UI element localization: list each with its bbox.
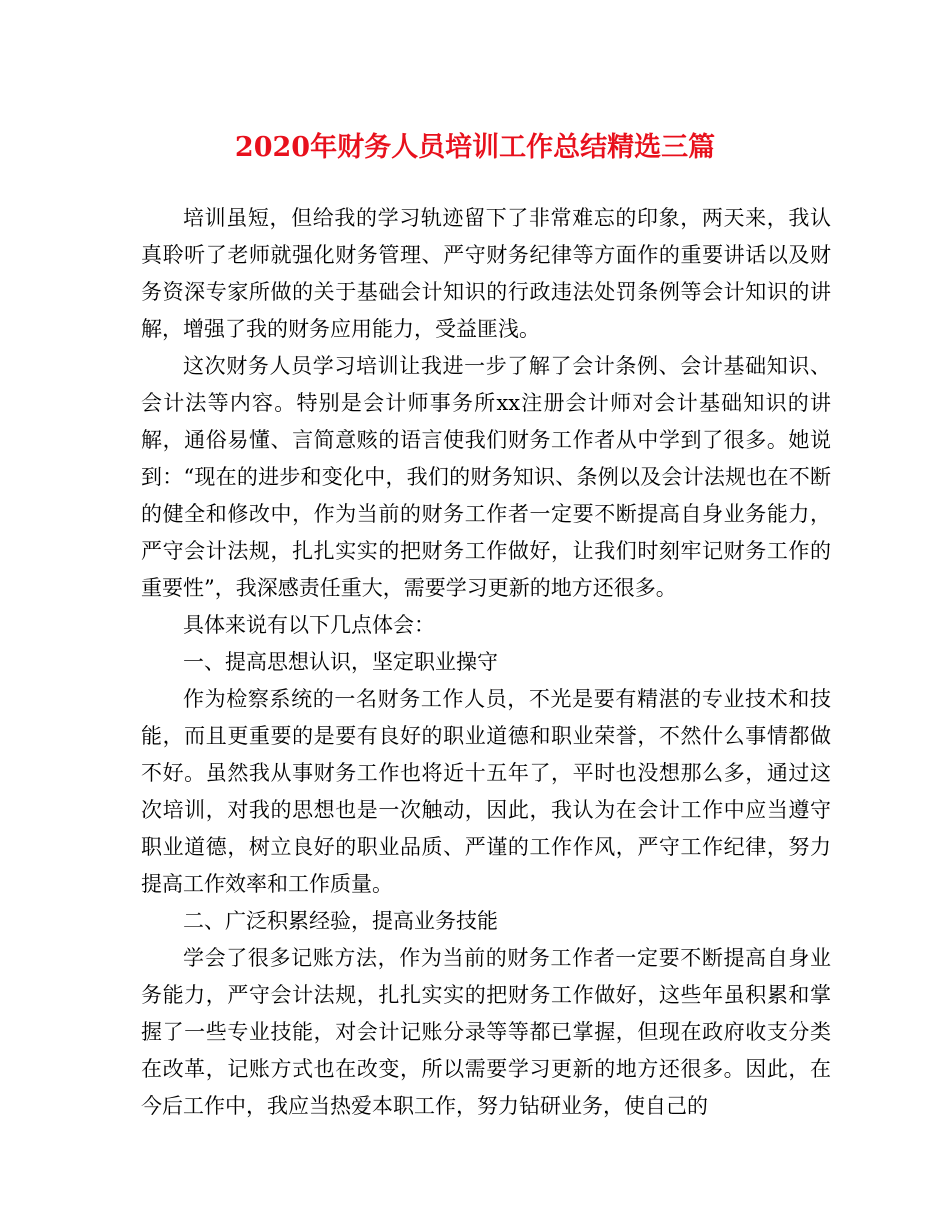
- section-heading-2: 二、广泛积累经验，提高业务技能: [183, 909, 498, 933]
- document-body: [141, 200, 831, 1125]
- document-title: 2020年财务人员培训工作总结精选三篇: [234, 132, 716, 163]
- paragraph-intro: 培训虽短，但给我的学习轨迹留下了非常难忘的印象，两天来，我认真聆听了老师就强化财务管理、严守财务纪律等方面作的重要讲话以及财务资深专家所做的关于基础会计知识的行政违法处罚条例等会计知识的讲解，增强了我的财务应用能力，受益匪浅。: [141, 206, 831, 341]
- section-heading-1: 一、提高思想认识，坚定职业操守: [183, 650, 498, 674]
- paragraph-experience-lead: 具体来说有以下几点体会：: [183, 613, 435, 637]
- paragraph-training-content: 这次财务人员学习培训让我进一步了解了会计条例、会计基础知识、会计法等内容。特别是会计师事务所xx注册会计师对会计基础知识的讲解，通俗易懂、言简意赅的语言使我们财务工作者从中学到了很多。她说到：“现在的进步和变化中，我们的财务知识、条例以及会计法规也在不断的健全和修改中，作为当前的财务工作者一定要不断提高自身业务能力，严守会计法规，扎扎实实的把财务工作做好，让我们时刻牢记财务工作的重要性”，我深感责任重大，需要学习更新的地方还很多。: [141, 354, 831, 600]
- paragraph-section-1: 作为检察系统的一名财务工作人员，不光是要有精湛的专业技术和技能，而且更重要的是要有良好的职业道德和职业荣誉，不然什么事情都做不好。虽然我从事财务工作也将近十五年了，平时也没想那么多，通过这次培训，对我的思想也是一次触动，因此，我认为在会计工作中应当遵守职业道德，树立良好的职业品质、严谨的工作作风，严守工作纪律，努力提高工作效率和工作质量。: [141, 687, 831, 896]
- paragraph-section-2: 学会了很多记账方法，作为当前的财务工作者一定要不断提高自身业务能力，严守会计法规，扎扎实实的把财务工作做好，这些年虽积累和掌握了一些专业技能，对会计记账分录等等都已掌握，但现在政府收支分类在改革，记账方式也在改变，所以需要学习更新的地方还很多。因此，在今后工作中，我应当热爱本职工作，努力钻研业务，使自己的: [141, 946, 831, 1118]
